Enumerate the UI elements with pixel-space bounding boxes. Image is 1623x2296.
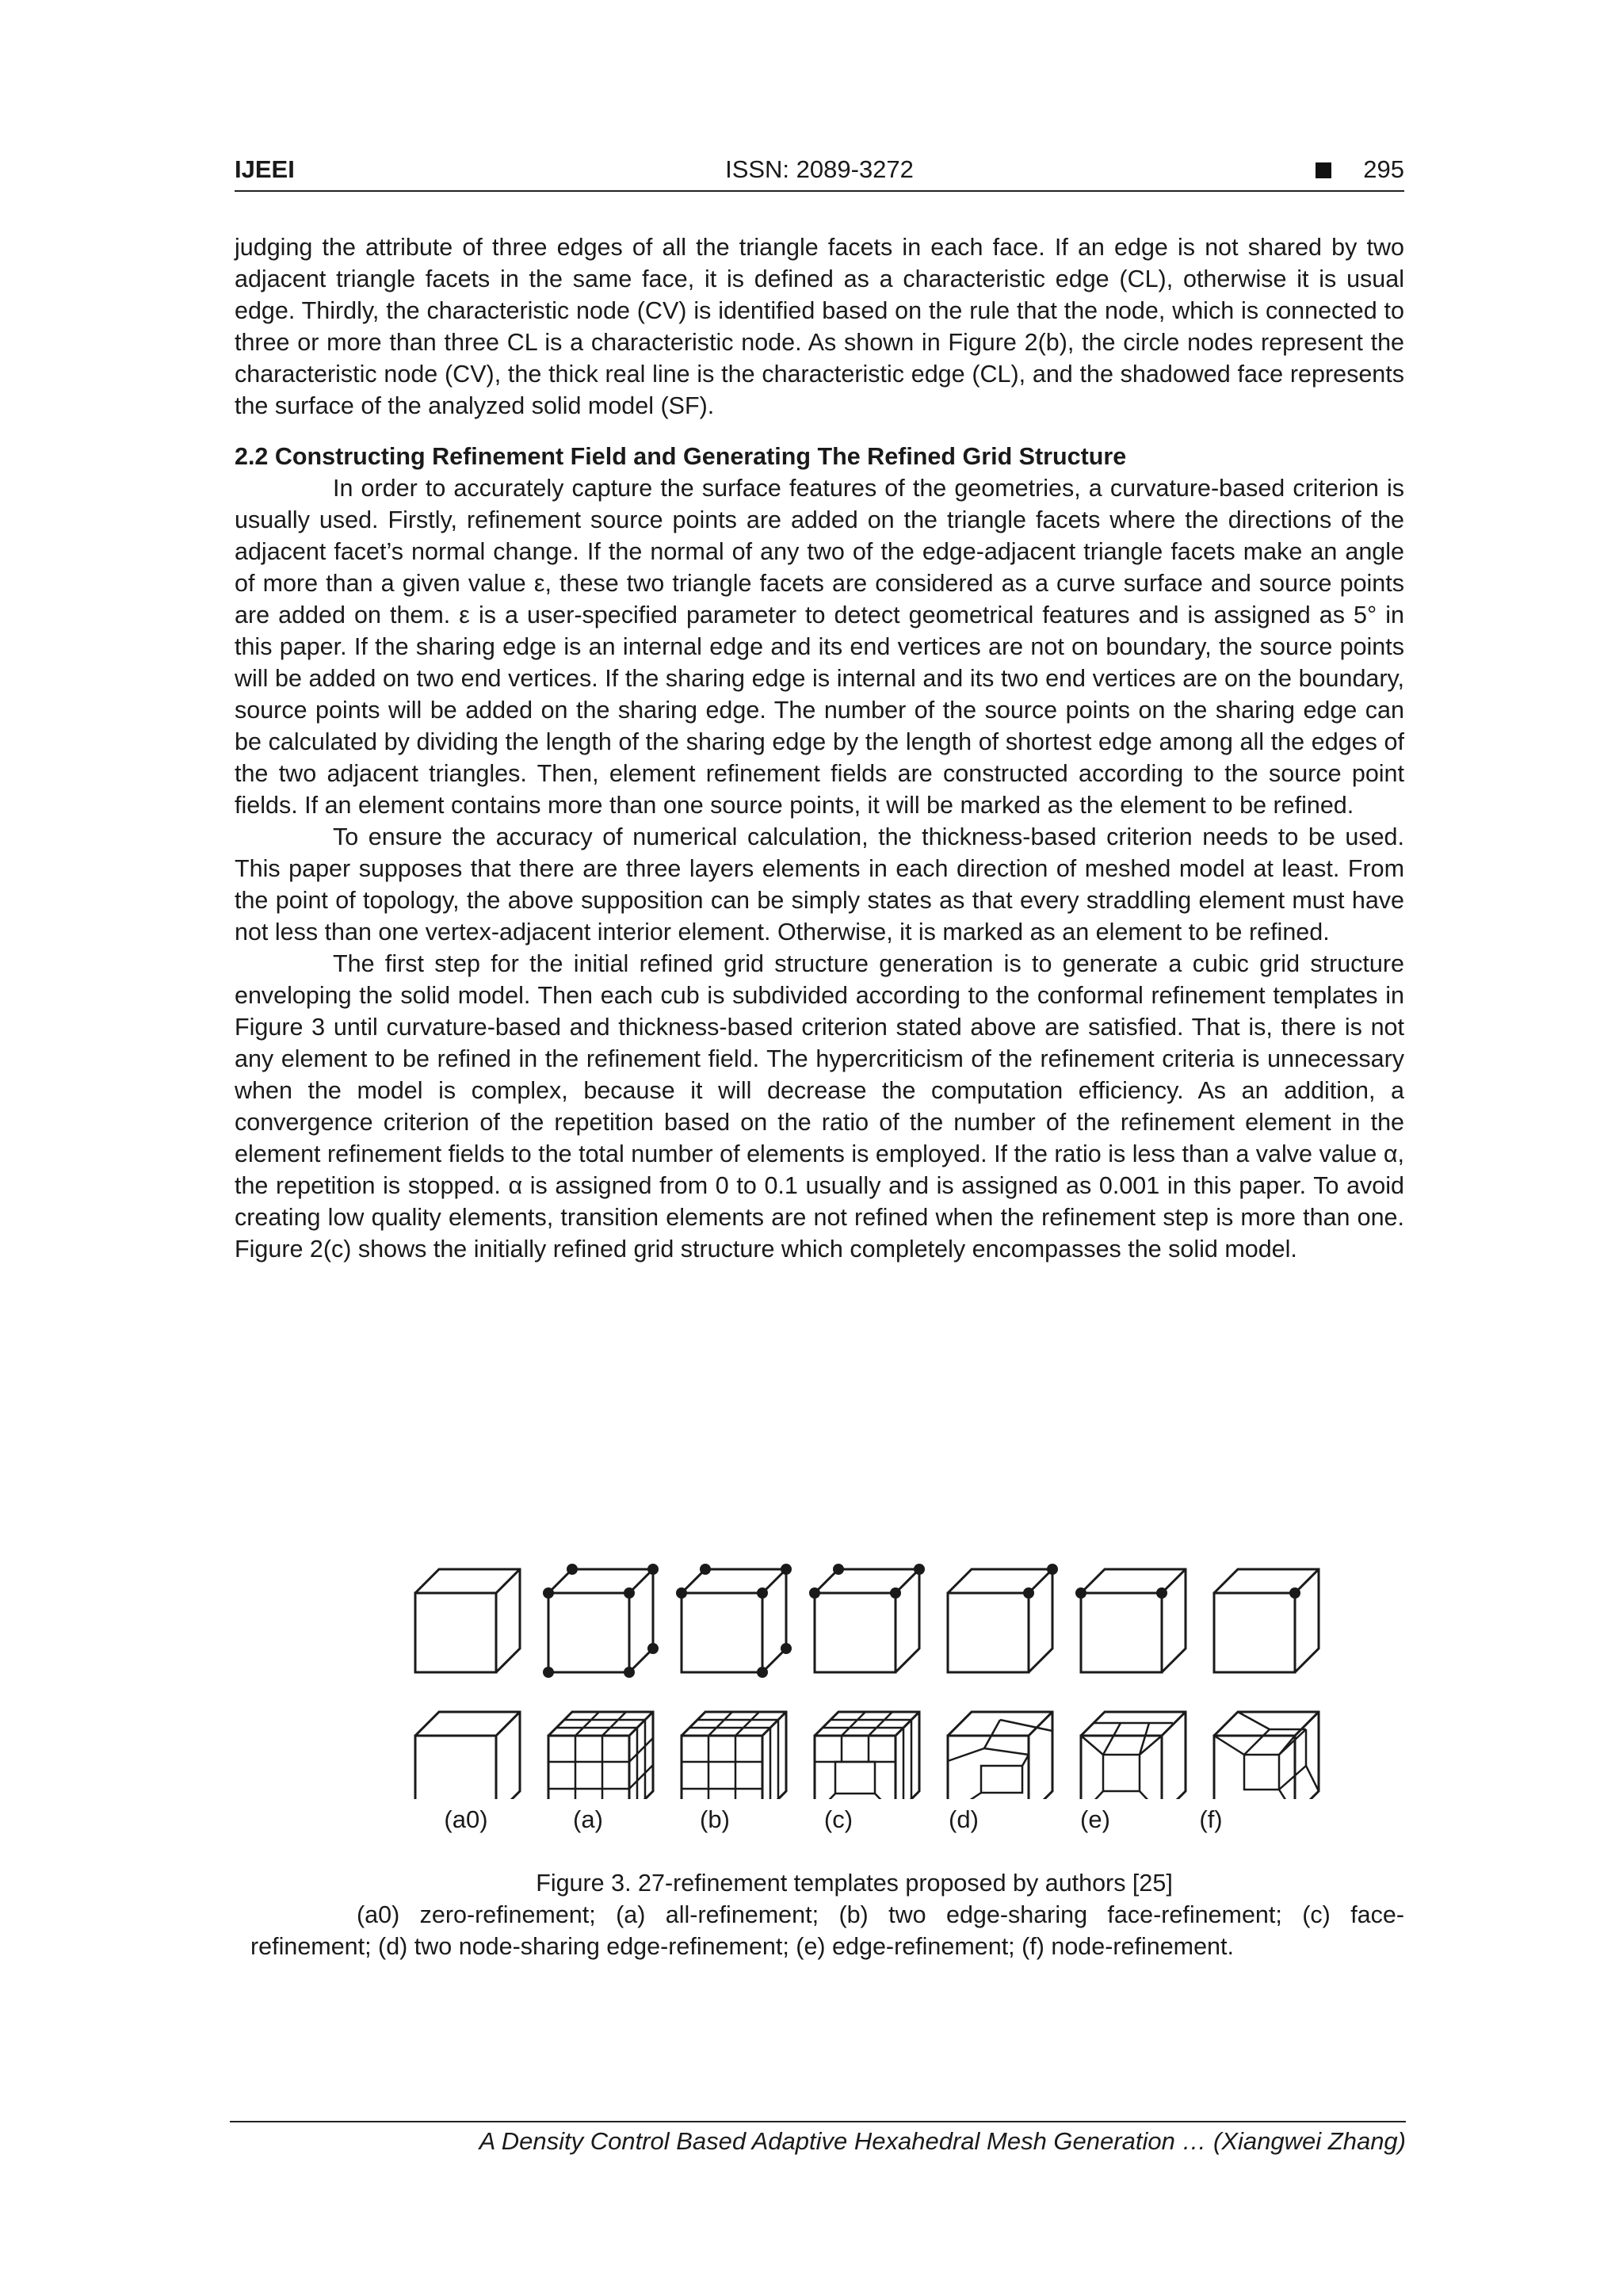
template-a-top	[543, 1564, 659, 1678]
template-a-bottom	[548, 1712, 653, 1799]
page-header	[235, 155, 1404, 192]
figure-label-d: (d)	[949, 1805, 979, 1833]
square-bullet-icon	[1316, 162, 1331, 178]
template-e-bottom	[1081, 1712, 1186, 1799]
template-d-top	[948, 1564, 1058, 1672]
template-b-bottom	[682, 1712, 786, 1799]
page-footer	[230, 2121, 1406, 2155]
template-c-bottom	[815, 1712, 919, 1799]
template-f-top	[1214, 1569, 1319, 1672]
template-f-bottom	[1214, 1712, 1319, 1799]
figure-label-c: (c)	[823, 1805, 854, 1833]
body-text	[235, 231, 1404, 1265]
template-a0-bottom	[415, 1712, 520, 1799]
figure-caption-title: Figure 3. 27-refinement templates proposed by authors [25]	[536, 1870, 1173, 1897]
figure-3	[404, 1530, 1339, 1862]
paragraph-2: In order to accurately capture the surface features of the geometries, a curvature-based criterion is usually used. Firstly, refinement source points are added on the triangle facets where the directions of the adjacent facet’s normal change. If the normal of any two of the edge-adjacent triangle facets make an angle of more than a given value ε, these two triangle facets are considered as a curve surface and source points are added on them. ε is a user-specified parameter to detect geometrical features and is assigned as 5° in this paper. If the sharing edge is an internal edge and its end vertices are not on boundary, the source points will be added on two end vertices. If the sharing edge is internal and its two end vertices are on the boundary, source points will be added on the sharing edge. The number of the source points on the sharing edge can be calculated by dividing the length of the sharing edge by the length of shortest edge among all the edges of the two adjacent triangles. Then, element refinement fields are constructed according to the source point fields. If an element contains more than one source points, it will be marked as the element to be refined.	[235, 475, 1404, 819]
template-c-top	[809, 1564, 925, 1672]
figure-caption	[235, 1867, 1404, 1962]
issn: ISSN: 2089-3272	[725, 155, 914, 183]
template-a0-top	[415, 1569, 520, 1672]
template-b-top	[676, 1564, 792, 1678]
section-heading: 2.2 Constructing Refinement Field and Generating The Refined Grid Structure	[235, 443, 1127, 470]
paragraph-1: judging the attribute of three edges of all the triangle facets in each face. If an edge is not shared by two adjacent triangle facets in the same face, it is defined as a characteristic edge (CL), otherwise it is usual edge. Thirdly, the characteristic node (CV) is identified based on the rule that the node, which is connected to three or more than three CL is a characteristic node. As shown in Figure 2(b), the circle nodes represent the characteristic node (CV), the thick real line is the characteristic edge (CL), and the shadowed face represents the surface of the analyzed solid model (SF).	[235, 234, 1404, 419]
template-d-bottom	[948, 1712, 1052, 1799]
template-e-top	[1075, 1569, 1186, 1672]
paragraph-3: To ensure the accuracy of numerical calculation, the thickness-based criterion needs to be used. This paper supposes that there are three layers elements in each direction of meshed model at least. From the point of topology, the above supposition can be simply states as that every straddling element must have not less than one vertex-adjacent interior element. Otherwise, it is marked as an element to be refined.	[235, 823, 1404, 946]
figure-label-a0: (a0)	[444, 1805, 488, 1833]
figure-label-e: (e)	[1080, 1805, 1110, 1833]
journal-name: IJEEI	[235, 155, 295, 183]
refinement-templates-diagram	[404, 1530, 1339, 1799]
figure-label-a: (a)	[573, 1805, 603, 1833]
figure-label-b: (b)	[700, 1805, 730, 1833]
page-number: 295	[1363, 155, 1404, 183]
running-title: A Density Control Based Adaptive Hexahedral Mesh Generation … (Xiangwei Zhang)	[479, 2127, 1406, 2155]
figure-label-f: (f)	[1199, 1805, 1223, 1833]
figure-caption-description: (a0) zero-refinement; (a) all-refinement; (b) two edge-sharing face-refinement; (c) face-refinement; (d) two node-sharing edge-refinement; (e) edge-refinement; (f) node-refinement.	[250, 1901, 1404, 1960]
paragraph-4: The first step for the initial refined grid structure generation is to generate a cubic grid structure enveloping the solid model. Then each cub is subdivided according to the conformal refinement templates in Figure 3 until curvature-based and thickness-based criterion stated above are satisfied. That is, there is not any element to be refined in the refinement field. The hypercriticism of the refinement criteria is unnecessary when the model is complex, because it will decrease the computation efficiency. As an addition, a convergence criterion of the repetition based on the ratio of the number of the refinement element in the element refinement fields to the total number of elements is employed. If the ratio is less than a valve value α, the repetition is stopped. α is assigned from 0 to 0.1 usually and is assigned as 0.001 in this paper. To avoid creating low quality elements, transition elements are not refined when the refinement step is more than one. Figure 2(c) shows the initially refined grid structure which completely encompasses the solid model.	[235, 950, 1404, 1263]
